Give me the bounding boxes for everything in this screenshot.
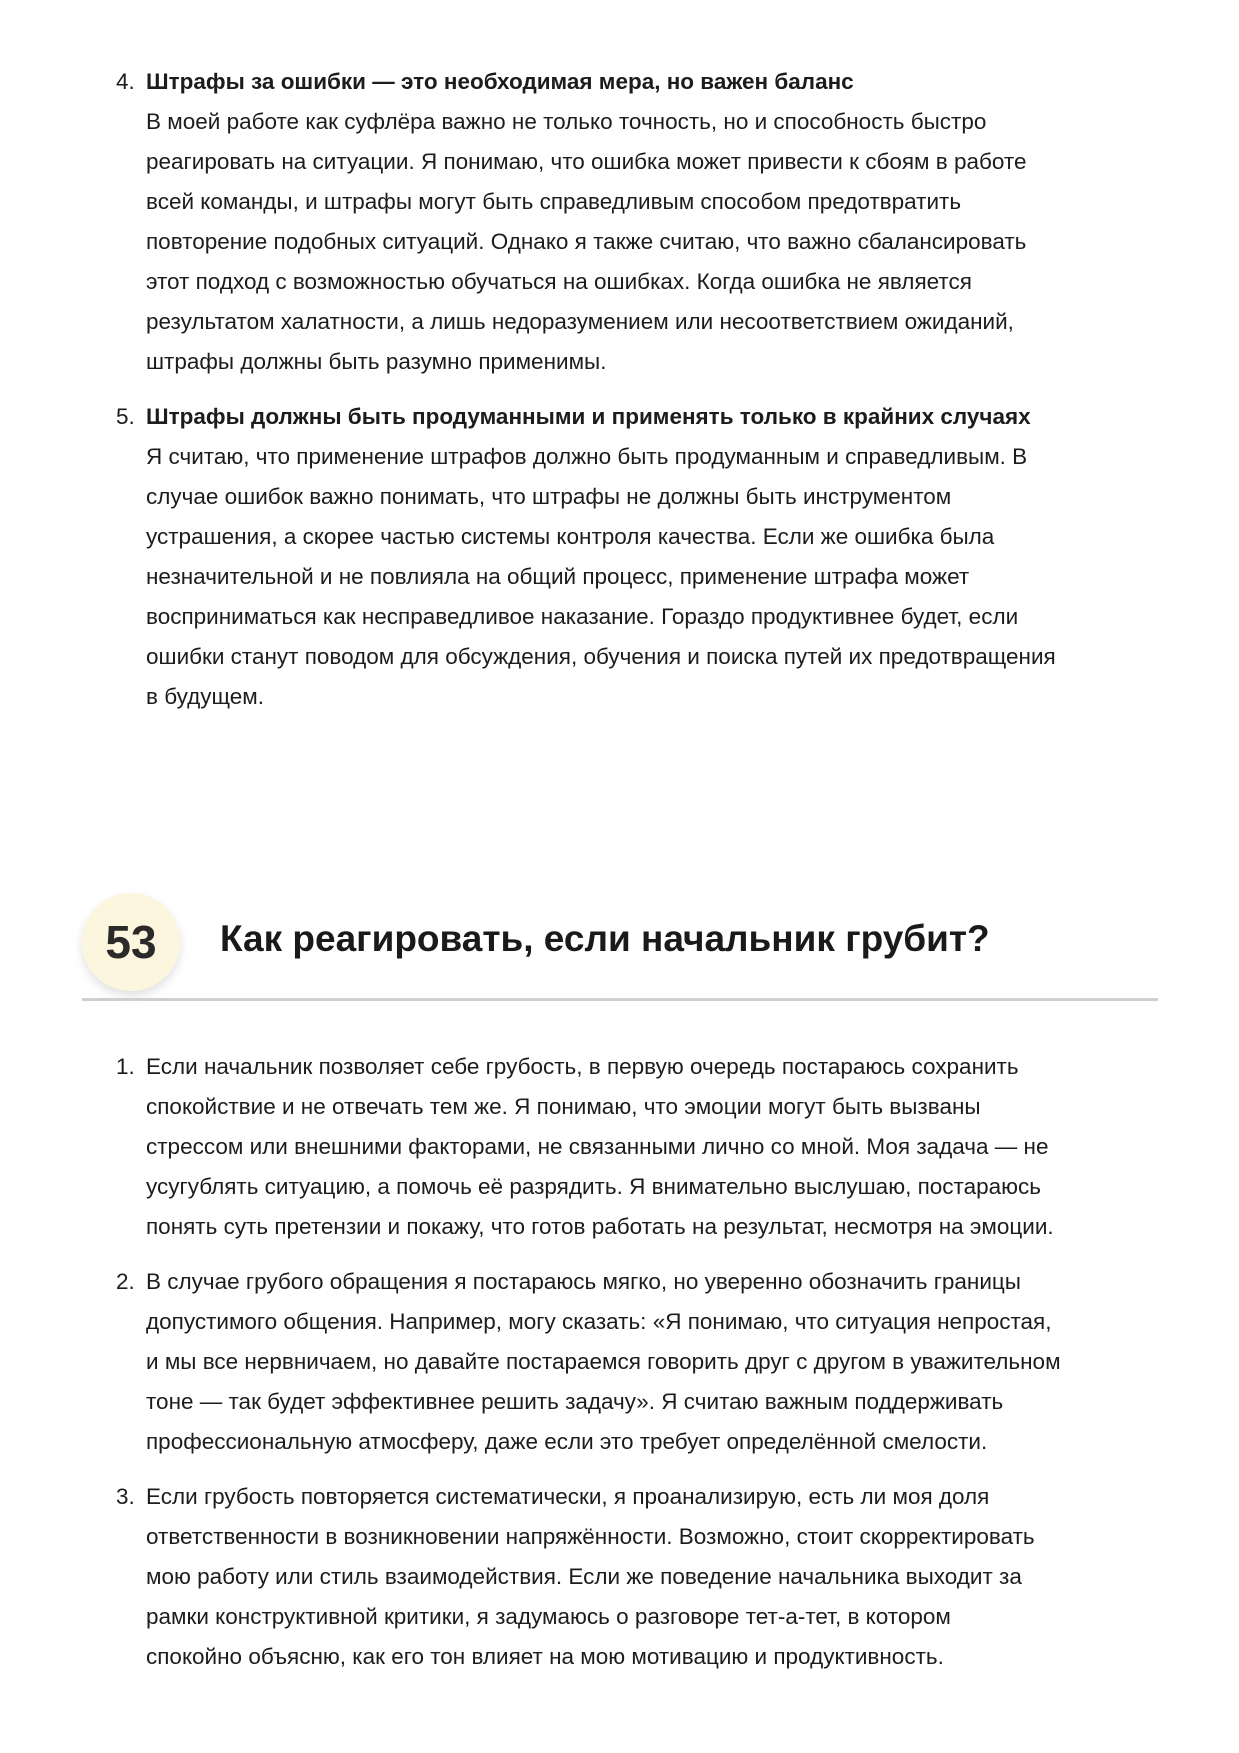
item-text (146, 1262, 1166, 1462)
text-line: этот подход с возможностью обучаться на ошибках. Когда ошибка не является (146, 269, 972, 294)
text-line: случае ошибок важно понимать, что штрафы не должны быть инструментом (146, 484, 952, 509)
section-header (82, 893, 1158, 1005)
list-item (116, 1477, 1166, 1677)
text-line: и мы все нервничаем, но давайте постараемся говорить друг с другом в уважительном (146, 1349, 1061, 1374)
text-line: допустимого общения. Например, могу сказать: «Я понимаю, что ситуация непростая, (146, 1309, 1052, 1334)
text-line: спокойствие и не отвечать тем же. Я понимаю, что эмоции могут быть вызваны (146, 1094, 981, 1119)
section-title: Как реагировать, если начальник грубит? (220, 918, 990, 959)
penalties-list (116, 62, 1166, 732)
text-line: усугублять ситуацию, а помочь её разрядить. Я внимательно выслушаю, постараюсь (146, 1174, 1041, 1199)
text-line: всей команды, и штрафы могут быть справедливым способом предотвратить (146, 189, 962, 214)
text-line: В случае грубого обращения я постараюсь мягко, но уверенно обозначить границы (146, 1269, 1021, 1294)
text-line: результатом халатности, а лишь недоразумением или несоответствием ожиданий, (146, 309, 1014, 334)
text-line: восприниматься как несправедливое наказание. Гораздо продуктивнее будет, если (146, 604, 1019, 629)
item-number: 4. (116, 69, 135, 94)
list-item (116, 1047, 1166, 1247)
item-number: 1. (116, 1054, 135, 1079)
text-line: В моей работе как суфлёра важно не только точность, но и способность быстро (146, 109, 987, 134)
item-title: Штрафы должны быть продуманными и применять только в крайних случаях (146, 404, 1031, 429)
text-line: понять суть претензии и покажу, что готов работать на результат, несмотря на эмоции. (146, 1214, 1054, 1239)
text-line: повторение подобных ситуаций. Однако я также считаю, что важно сбалансировать (146, 229, 1027, 254)
item-text (146, 102, 1166, 382)
text-line: тоне — так будет эффективнее решить задачу». Я считаю важным поддерживать (146, 1389, 1004, 1414)
text-line: устрашения, а скорее частью системы контроля качества. Если же ошибка была (146, 524, 995, 549)
text-line: Если начальник позволяет себе грубость, в первую очередь постараюсь сохранить (146, 1054, 1019, 1079)
item-text (146, 1477, 1166, 1677)
item-text (146, 437, 1166, 717)
item-text (146, 1047, 1166, 1247)
text-line: Если грубость повторяется систематически, я проанализирую, есть ли моя доля (146, 1484, 990, 1509)
text-line: мою работу или стиль взаимодействия. Если же поведение начальника выходит за (146, 1564, 1022, 1589)
text-line: в будущем. (146, 684, 264, 709)
text-line: штрафы должны быть разумно применимы. (146, 349, 607, 374)
text-line: спокойно объясню, как его тон влияет на мою мотивацию и продуктивность. (146, 1644, 944, 1669)
text-line: ответственности в возникновении напряжённости. Возможно, стоит скорректировать (146, 1524, 1035, 1549)
text-line: реагировать на ситуации. Я понимаю, что ошибка может привести к сбоям в работе (146, 149, 1027, 174)
text-line: стрессом или внешними факторами, не связанными лично со мной. Моя задача — не (146, 1134, 1049, 1159)
section-divider (82, 998, 1158, 1001)
section-number-badge: 53 (82, 893, 180, 991)
text-line: рамки конструктивной критики, я задумаюсь о разговоре тет-а-тет, в котором (146, 1604, 951, 1629)
item-number: 2. (116, 1269, 135, 1294)
item-number: 3. (116, 1484, 135, 1509)
list-item (116, 1262, 1166, 1462)
text-line: ошибки станут поводом для обсуждения, обучения и поиска путей их предотвращения (146, 644, 1056, 669)
item-title: Штрафы за ошибки — это необходимая мера, но важен баланс (146, 69, 854, 94)
item-number: 5. (116, 404, 135, 429)
rude-boss-list (116, 1047, 1166, 1692)
text-line: Я считаю, что применение штрафов должно быть продуманным и справедливым. В (146, 444, 1028, 469)
list-item (116, 62, 1166, 382)
text-line: незначительной и не повлияла на общий процесс, применение штрафа может (146, 564, 970, 589)
text-line: профессиональную атмосферу, даже если это требует определённой смелости. (146, 1429, 988, 1454)
list-item (116, 397, 1166, 717)
